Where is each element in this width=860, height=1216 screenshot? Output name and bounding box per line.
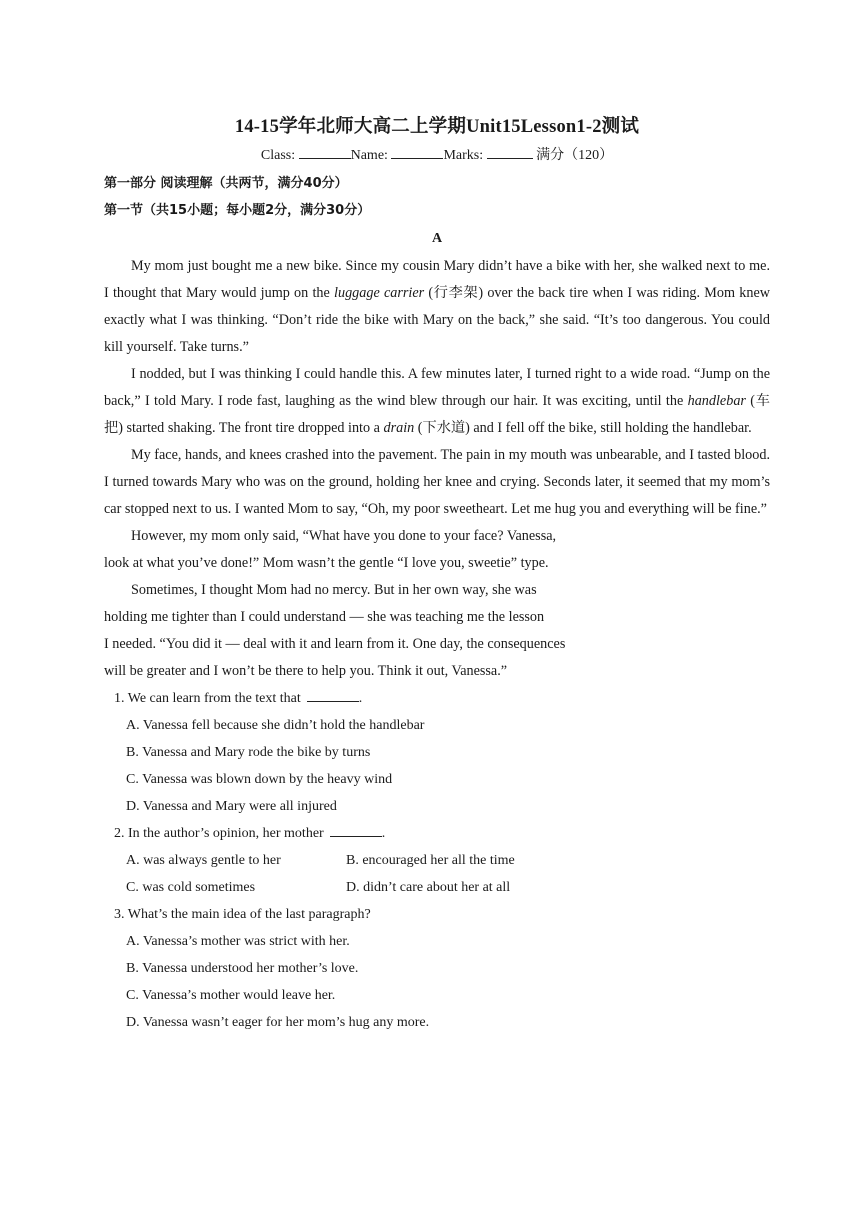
paragraph-line: holding me tighter than I could understand — she was teaching me the lesson bbox=[104, 609, 545, 625]
option: A. was always gentle to her bbox=[126, 853, 281, 868]
term-drain: drain bbox=[383, 420, 415, 436]
paragraph-1: My mom just bought me a new bike. Since my cousin Mary didn’t have a bike with her, she walked next to me. I thought that Mary would jump on the luggage carrier (行李架) over the back tire when I was riding. Mom knew exactly what I was thinking. “Don’t ride the bike with Mary on the back,” she said. “It’s too dangerous. You could kill yourself. Take turns.” bbox=[104, 258, 770, 355]
answer-blank bbox=[330, 824, 382, 837]
document-page bbox=[104, 112, 770, 1036]
option: B. Vanessa and Mary rode the bike by turns bbox=[126, 745, 371, 760]
paragraph-5 bbox=[104, 577, 770, 685]
term-luggage-carrier: luggage carrier bbox=[334, 285, 425, 301]
name-blank bbox=[391, 146, 443, 159]
option: A. Vanessa fell because she didn’t hold the handlebar bbox=[126, 718, 425, 733]
option: D. didn’t care about her at all bbox=[346, 880, 511, 895]
option: D. Vanessa wasn’t eager for her mom’s hug any more. bbox=[126, 1015, 430, 1030]
option: C. Vanessa was blown down by the heavy wind bbox=[126, 772, 393, 787]
header-fields bbox=[104, 142, 770, 170]
name-label: Name: bbox=[350, 148, 388, 163]
option: D. Vanessa and Mary were all injured bbox=[126, 799, 337, 814]
option-row bbox=[126, 874, 770, 901]
class-blank bbox=[299, 146, 351, 159]
answer-blank bbox=[307, 689, 359, 702]
part-heading: 第一部分 阅读理解（共两节，满分40分） bbox=[104, 176, 348, 191]
term-handlebar: handlebar bbox=[687, 393, 746, 409]
option: C. was cold sometimes bbox=[126, 880, 256, 895]
option: C. Vanessa’s mother would leave her. bbox=[126, 988, 336, 1003]
paragraph-3: My face, hands, and knees crashed into the pavement. The pain in my mouth was unbearable, and I tasted blood. I turned towards Mary who was on the ground, holding her knee and crying. Seconds later, it seemed that my mom’s car stopped next to us. I wanted Mom to say, “Oh, my poor sweetheart. Let me hug you and everything will be fine.” bbox=[104, 447, 770, 517]
paragraph-line: will be greater and I won’t be there to help you. Think it out, Vanessa.” bbox=[104, 663, 508, 679]
paragraph-line: look at what you’ve done!” Mom wasn’t the gentle “I love you, sweetie” type. bbox=[104, 555, 549, 571]
option: B. encouraged her all the time bbox=[346, 853, 515, 868]
question-3: 3. What’s the main idea of the last paragraph? bbox=[114, 907, 371, 922]
paragraph-4 bbox=[104, 523, 770, 577]
option-row bbox=[126, 847, 770, 874]
question-1: 1. We can learn from the text that . bbox=[114, 691, 363, 706]
class-label: Class: bbox=[260, 148, 296, 163]
full-score: 满分（120） bbox=[536, 148, 614, 163]
paragraph-line: However, my mom only said, “What have you done to your face? Vanessa, bbox=[131, 528, 557, 544]
marks-blank bbox=[487, 146, 533, 159]
section-heading: 第一节（共15小题；每小题2分，满分30分） bbox=[104, 203, 371, 218]
document-title: 14-15学年北师大高二上学期Unit15Lesson1-2测试 bbox=[234, 117, 640, 137]
marks-label: Marks: bbox=[443, 148, 484, 163]
option: A. Vanessa’s mother was strict with her. bbox=[126, 934, 350, 949]
option: B. Vanessa understood her mother’s love. bbox=[126, 961, 359, 976]
question-2: 2. In the author’s opinion, her mother . bbox=[114, 826, 386, 841]
paragraph-2: I nodded, but I was thinking I could handle this. A few minutes later, I turned right to a wide road. “Jump on the back,” I told Mary. I rode fast, laughing as the wind blew through our hair. It was exciting, until the handlebar (车把) started shaking. The front tire dropped into a drain (下水道) and I fell off the bike, still holding the handlebar. bbox=[104, 366, 770, 436]
passage-letter: A bbox=[431, 231, 443, 246]
paragraph-line: I needed. “You did it — deal with it and learn from it. One day, the consequences bbox=[104, 636, 566, 652]
paragraph-line: Sometimes, I thought Mom had no mercy. But in her own way, she was bbox=[131, 582, 537, 598]
